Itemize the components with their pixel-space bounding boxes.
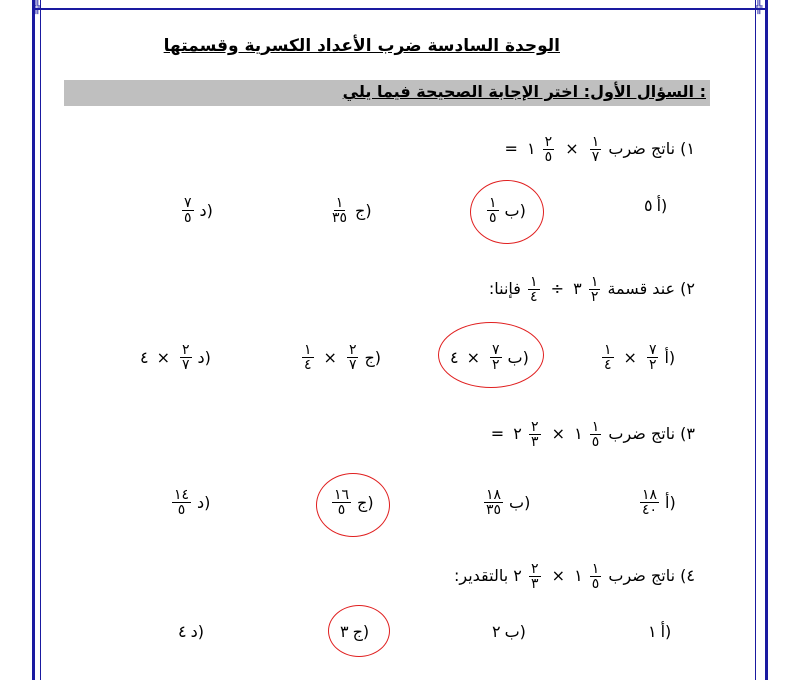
q1-fraction-2: $\frac{٢}{٥}$ [544, 134, 553, 165]
q2-answer-circle [438, 322, 544, 388]
q3-answer-circle [316, 473, 390, 537]
question-3: ٣) ناتج ضرب $\frac{١}{٥}$ ١ × $\frac{٢}{٣}$ ٢ = [490, 419, 695, 450]
q4-option-d[interactable]: ٤ د) [178, 622, 204, 641]
q1-fraction-1: $\frac{١}{٧}$ [591, 134, 600, 165]
corner-ornament-left-icon: ╬ [33, 0, 41, 14]
q2-option-b[interactable]: ٤ × $\frac{٧}{٢}$ ب) [450, 342, 529, 373]
q3-option-b[interactable]: $\frac{١٨}{٣٥}$ ب) [486, 487, 531, 518]
q1-answer-circle [470, 180, 544, 244]
q4-option-a[interactable]: ١ أ) [648, 622, 672, 641]
q1-option-a[interactable]: ٥ أ) [644, 196, 668, 215]
q3-option-d[interactable]: $\frac{١٤}{٥}$ د) [174, 487, 211, 518]
corner-ornament-right-icon: ╬ [755, 0, 763, 14]
q3-option-a[interactable]: $\frac{١٨}{٤٠}$ أ) [642, 487, 676, 518]
q1-operator: × [565, 139, 579, 158]
q2-option-c[interactable]: $\frac{١}{٤}$ × $\frac{٢}{٧}$ ج) [304, 342, 382, 373]
q4-option-b[interactable]: ٢ ب) [492, 622, 526, 641]
question-4: ٤) ناتج ضرب $\frac{١}{٥}$ ١ × $\frac{٢}{٣}$ ٢ بالتقدير: [453, 561, 695, 592]
q3-option-c[interactable]: $\frac{١٦}{٥}$ ج) [334, 487, 374, 518]
q1-option-c[interactable]: $\frac{١}{٣٥}$ ج) [332, 195, 372, 226]
section-heading: السؤال الأول: اختر الإجابة الصحيحة فيما يلي : [342, 82, 706, 101]
q4-option-c[interactable]: ٣ ج) [340, 622, 370, 641]
question-1 [500, 135, 695, 164]
q2-option-d[interactable]: ٤ × $\frac{٢}{٧}$ د) [140, 342, 211, 373]
q1-prefix: ١) ناتج ضرب [608, 139, 695, 158]
q2-option-a[interactable]: $\frac{١}{٤}$ × $\frac{٧}{٢}$ أ) [604, 342, 676, 373]
q1-equals: = [504, 139, 518, 158]
page-title: الوحدة السادسة ضرب الأعداد الكسرية وقسمتها [163, 36, 560, 56]
question-2: ٢) عند قسمة $\frac{١}{٢}$ ٣ ÷ $\frac{١}{٤}$ فإننا: [488, 274, 695, 305]
page-border-top [32, 8, 768, 10]
q1-whole: ١ [526, 139, 536, 158]
q1-option-b[interactable]: $\frac{١}{٥}$ ب) [489, 195, 526, 226]
section-heading-bar [64, 80, 710, 106]
q4-answer-circle [328, 605, 390, 657]
q1-option-d[interactable]: $\frac{٧}{٥}$ د) [184, 195, 213, 226]
